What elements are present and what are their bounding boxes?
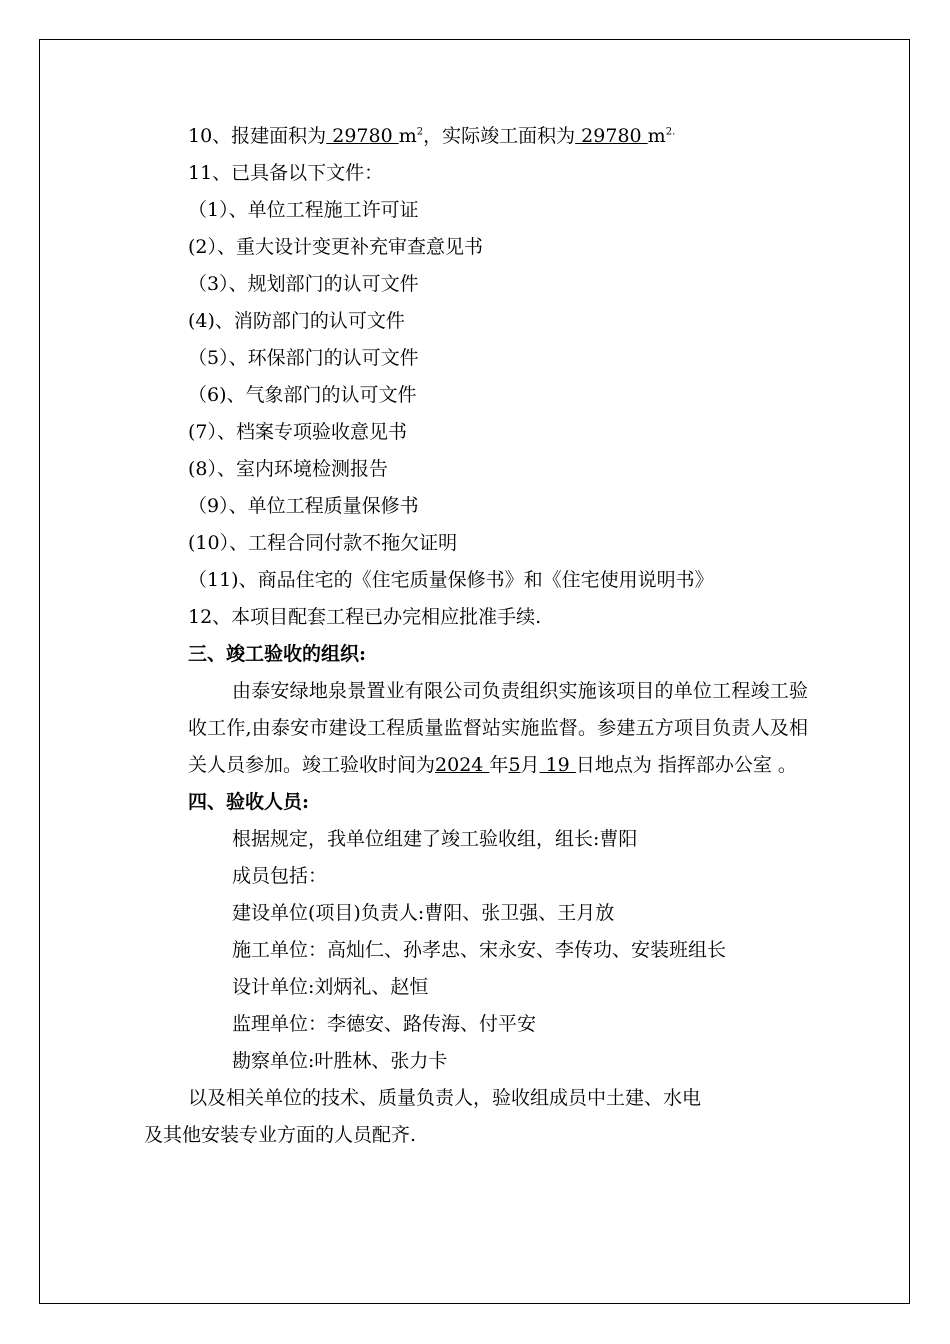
item-10-prefix: 10、报建面积为	[188, 125, 327, 147]
actual-area: 29780	[575, 125, 648, 147]
document-item: （1）、单位工程施工许可证	[188, 199, 419, 221]
acceptance-day: 19	[539, 754, 576, 776]
document-item: (7）、档案专项验收意见书	[188, 421, 408, 443]
supervision-members: 监理单位：李德安、路传海、付平安	[232, 1013, 537, 1035]
area-unit: m	[647, 125, 666, 147]
item-10-mid: ，实际竣工面积为	[423, 125, 576, 147]
item-10-area	[188, 118, 808, 155]
section-4-title: 四、验收人员:	[188, 791, 310, 813]
area-unit-sup: 2	[416, 126, 424, 138]
document-item: (4)、消防部门的认可文件	[188, 310, 405, 332]
closing-line-1: 以及相关单位的技术、质量负责人，验收组成员中土建、水电	[188, 1087, 702, 1109]
section-3-text: 由泰安绿地泉景置业有限公司负责组织实施该项目的单位工程竣工验收工作,由泰安市建设工程质量监督站实施监督。参建五方项目负责人及相关人员参加。竣工验收时间为	[188, 680, 808, 776]
section-3-paragraph	[188, 673, 808, 784]
closing-line-2: 及其他安装专业方面的人员配齐.	[144, 1124, 417, 1146]
document-item: （6)、气象部门的认可文件	[188, 384, 417, 406]
document-item: （11)、商品住宅的《住宅质量保修书》和《住宅使用说明书》	[188, 569, 714, 591]
document-item: (10）、工程合同付款不拖欠证明	[188, 532, 458, 554]
area-unit-sup: 2.	[665, 126, 676, 138]
committee-leader: 根据规定，我单位组建了竣工验收组，组长:曹阳	[232, 828, 638, 850]
document-item: (8）、室内环境检测报告	[188, 458, 389, 480]
year-suffix: 年	[489, 754, 509, 776]
item-11-heading: 11、已具备以下文件：	[188, 162, 384, 184]
document-item: （9）、单位工程质量保修书	[188, 495, 419, 517]
acceptance-location: 日地点为 指挥部办公室 。	[575, 754, 797, 776]
members-heading: 成员包括：	[232, 865, 328, 887]
reported-area: 29780	[326, 125, 399, 147]
design-members: 设计单位:刘炳礼、赵恒	[232, 976, 429, 998]
survey-members: 勘察单位:叶胜林、张力卡	[232, 1050, 448, 1072]
month-suffix: 月	[520, 754, 540, 776]
acceptance-month: 5	[508, 754, 521, 776]
document-body	[144, 118, 808, 1154]
document-item: (2）、重大设计变更补充审查意见书	[188, 236, 484, 258]
contractor-members: 施工单位：高灿仁、孙孝忠、宋永安、李传功、安装班组长	[232, 939, 727, 961]
document-list	[188, 192, 808, 599]
acceptance-year: 2024	[435, 754, 490, 776]
owner-members: 建设单位(项目)负责人:曹阳、张卫强、王月放	[232, 902, 615, 924]
document-item: （3）、规划部门的认可文件	[188, 273, 419, 295]
area-unit: m	[398, 125, 417, 147]
item-12: 12、本项目配套工程已办完相应批准手续.	[188, 606, 542, 628]
section-3-title: 三、竣工验收的组织:	[188, 643, 367, 665]
document-item: （5）、环保部门的认可文件	[188, 347, 419, 369]
